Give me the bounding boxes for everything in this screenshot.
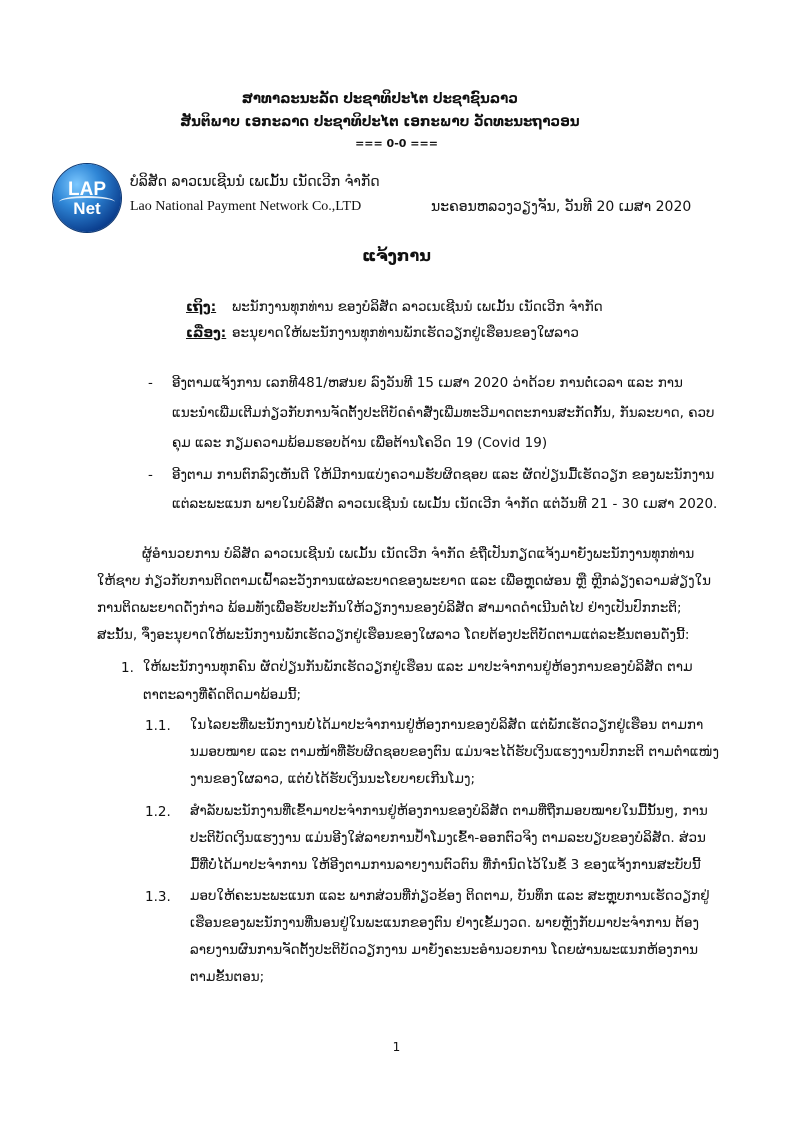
subitem-line: ມື້ທີ່ບໍ່ໄດ້ມາປະຈຳການ ໃຫ້ອີງຕາມການລາຍງານຕົວຕົນ ທີ່ກຳນົດໄວ້ໃນຂໍ້ 3 ຂອງແຈ້ງການສະບັບນີ້ [190, 857, 701, 873]
item-line: ຕາຕະລາງທີ່ຄັດຕິດມາພ້ອມນີ້; [143, 687, 302, 703]
logo-text-net: Net [73, 199, 101, 218]
reference-bullet: - [148, 467, 153, 483]
reference-line: ອີງຕາມແຈ້ງການ ເລກທີ481/ຫສນຍ ລົງວັນທີ 15 ເມສາ 2020 ວ່າດ້ວຍ ການຕໍ່ເວລາ ແລະ ການ [172, 375, 683, 391]
subitem-line: ມອບໃຫ້ຄະນະພະແນກ ແລະ ພາກສ່ວນທີ່ກ່ຽວຂ້ອງ ຕິດຕາມ, ບັນທຶກ ແລະ ສະຫຼຸບການເຮັດວຽກຢູ່ [190, 888, 710, 904]
page-number: 1 [392, 1040, 401, 1054]
subitem-line: ງານຂອງໃຜລາວ, ແຕ່ບໍ່ໄດ້ຮັບເງິນນະໂຍບາຍເກີນໂມງ; [190, 771, 476, 787]
intro-line: ໃຫ້ຊາບ ກ່ຽວກັບການຕິດຕາມເຝົ້າລະວັງການແຜ່ລະບາດຂອງພະຍາດ ແລະ ເພື່ອຫຼຸດຜ່ອນ ຫຼື ຫຼີກລ່ຽງຄວາມສ່ຽງໃນ [97, 573, 711, 589]
reference-line: ຄຸມ ແລະ ກຽມຄວາມພ້ອມຮອບດ້ານ ເພື່ອຕ້ານໂຄວິດ 19 (Covid 19) [172, 435, 548, 451]
notice-title: ແຈ້ງການ [362, 246, 431, 265]
intro-line: ຜູ້ອຳນວຍການ ບໍລິສັດ ລາວເນເຊີນນໍ ເພເມັ້ນ ເນັດເວີກ ຈຳກັດ ຂໍຖືເປັນກຽດແຈ້ງມາຍັງພະນັກງານທຸກທ່ານ [142, 546, 695, 562]
header-separator: === 0-0 === [355, 137, 438, 150]
subitem-line: ສຳລັບພະນັກງານທີ່ເຂົ້າມາປະຈຳການຢູ່ຫ້ອງການຂອງບໍລິສັດ ຕາມທີ່ຖືກມອບໝາຍໃນມື້ນັ້ນໆ, ການ [190, 803, 708, 819]
subitem-line: ນມອບໝາຍ ແລະ ຕາມໜ້າທີ່ຮັບຜິດຊອບຂອງຕົນ ແມ່ນຈະໄດ້ຮັບເງິນແຮງງານປົກກະຕິ ຕາມຕຳແໜ່ງ [190, 744, 720, 760]
reference-line: ອີງຕາມ ການຕົກລົງເຫັນດີ ໃຫ້ມີການແບ່ງຄວາມຮັບຜິດຊອບ ແລະ ຜັດປ່ຽນມື້ເຮັດວຽກ ຂອງພະນັກງານ [172, 467, 715, 483]
subject-label: ເລື່ອງ: [186, 325, 227, 341]
subitem-line: ຕາມຂັ້ນຕອນ; [190, 969, 265, 985]
company-name-lao: ບໍລິສັດ ລາວເນເຊີນນໍ ເພເມັ້ນ ເນັດເວີກ ຈຳກັດ [130, 174, 380, 190]
document-date: ນະຄອນຫລວງວຽງຈັນ, ວັນທີ 20 ເມສາ 2020 [431, 199, 692, 215]
subitem-line: ປະຕິບັດເງິນແຮງງານ ແມ່ນອີງໃສ່ລາຍການປ້ຳໂມງເຂົ້າ-ອອກຕົວຈິງ ຕາມລະບຽບຂອງບໍລິສັດ. ສ່ວນ [190, 830, 706, 846]
subitem-number: 1.2. [145, 804, 171, 820]
subitem-line: ລາຍງານຜົນການຈັດຕັ້ງປະຕິບັດວຽກງານ ມາຍັງຄະນະອຳນວຍການ ໂດຍຜ່ານພະແນກຫ້ອງການ [190, 942, 699, 958]
subject-text: ອະນຸຍາດໃຫ້ພະນັກງານທຸກທ່ານພັກເຮັດວຽກຢູ່ເຮືອນຂອງໃຜລາວ [232, 325, 579, 341]
subitem-line: ໃນໄລຍະທີ່ພະນັກງານບໍ່ໄດ້ມາປະຈຳການຢູ່ຫ້ອງການຂອງບໍລິສັດ ແຕ່ພັກເຮັດວຽກຢູ່ເຮືອນ ຕາມກາ [190, 717, 704, 733]
subitem-number: 1.1. [145, 718, 171, 734]
national-title: ສາທາລະນະລັດ ປະຊາທິປະໄຕ ປະຊາຊົນລາວ [241, 91, 518, 107]
item-number: 1. [121, 660, 134, 676]
logo-text-lap: LAP [68, 179, 106, 200]
item-line: ໃຫ້ພະນັກງານທຸກຄົນ ຜັດປ່ຽນກັນພັກເຮັດວຽກຢູ່ເຮືອນ ແລະ ມາປະຈຳການຢູ່ຫ້ອງການຂອງບໍລິສັດ ຕາມ [143, 659, 693, 675]
intro-line: ການຕິດພະຍາດດັ່ງກ່າວ ພ້ອມທັງເພື່ອຮັບປະກັນໃຫ້ວຽກງານຂອງບໍລິສັດ ສາມາດດຳເນີນຕໍ່ໄປ ຢ່າງເປັນປົກກະຕິ; [97, 600, 682, 616]
company-name-en: Lao National Payment Network Co.,LTD [130, 199, 362, 214]
subitem-line: ເຮືອນຂອງພະນັກງານທີ່ນອນຢູ່ໃນພະແນກຂອງຕົນ ຢ່າງເຂັ້ມງວດ. ພາຍຫຼັງກັບມາປະຈຳການ ຕ້ອງ [190, 915, 700, 931]
reference-line: ແນະນຳເພີ່ມເຕີມກ່ຽວກັບການຈັດຕັ້ງປະຕິບັດຄຳສັ່ງເພີ່ມທະວີມາດຕະການສະກັດກັ້ນ, ກັນລະບາດ, ຄວບ [172, 405, 715, 421]
to-text: ພະນັກງານທຸກທ່ານ ຂອງບໍລິສັດ ລາວເນເຊີນນໍ ເພເມັ້ນ ເນັດເວີກ ຈຳກັດ [232, 299, 603, 315]
lapnet-logo [53, 164, 121, 232]
reference-bullet: - [148, 375, 153, 391]
intro-line: ສະນັ້ນ, ຈຶ່ງອະນຸຍາດໃຫ້ພະນັກງານພັກເຮັດວຽກຢູ່ເຮືອນຂອງໃຜລາວ ໂດຍຕ້ອງປະຕິບັດຕາມແຕ່ລະຂັ້ນຕອນດັ່ງນີ້: [97, 627, 690, 643]
national-motto: ສັນຕິພາບ ເອກະລາດ ປະຊາທິປະໄຕ ເອກະພາບ ວັດທະນະຖາວອນ [180, 114, 580, 130]
reference-line: ແຕ່ລະພະແນກ ພາຍໃນບໍລິສັດ ລາວເນເຊີນນໍ ເພເມັ້ນ ເນັດເວີກ ຈຳກັດ ແຕ່ວັນທີ 21 - 30 ເມສາ 2020. [172, 496, 718, 512]
subitem-number: 1.3. [145, 889, 171, 905]
to-label: ເຖິງ: [186, 299, 217, 315]
